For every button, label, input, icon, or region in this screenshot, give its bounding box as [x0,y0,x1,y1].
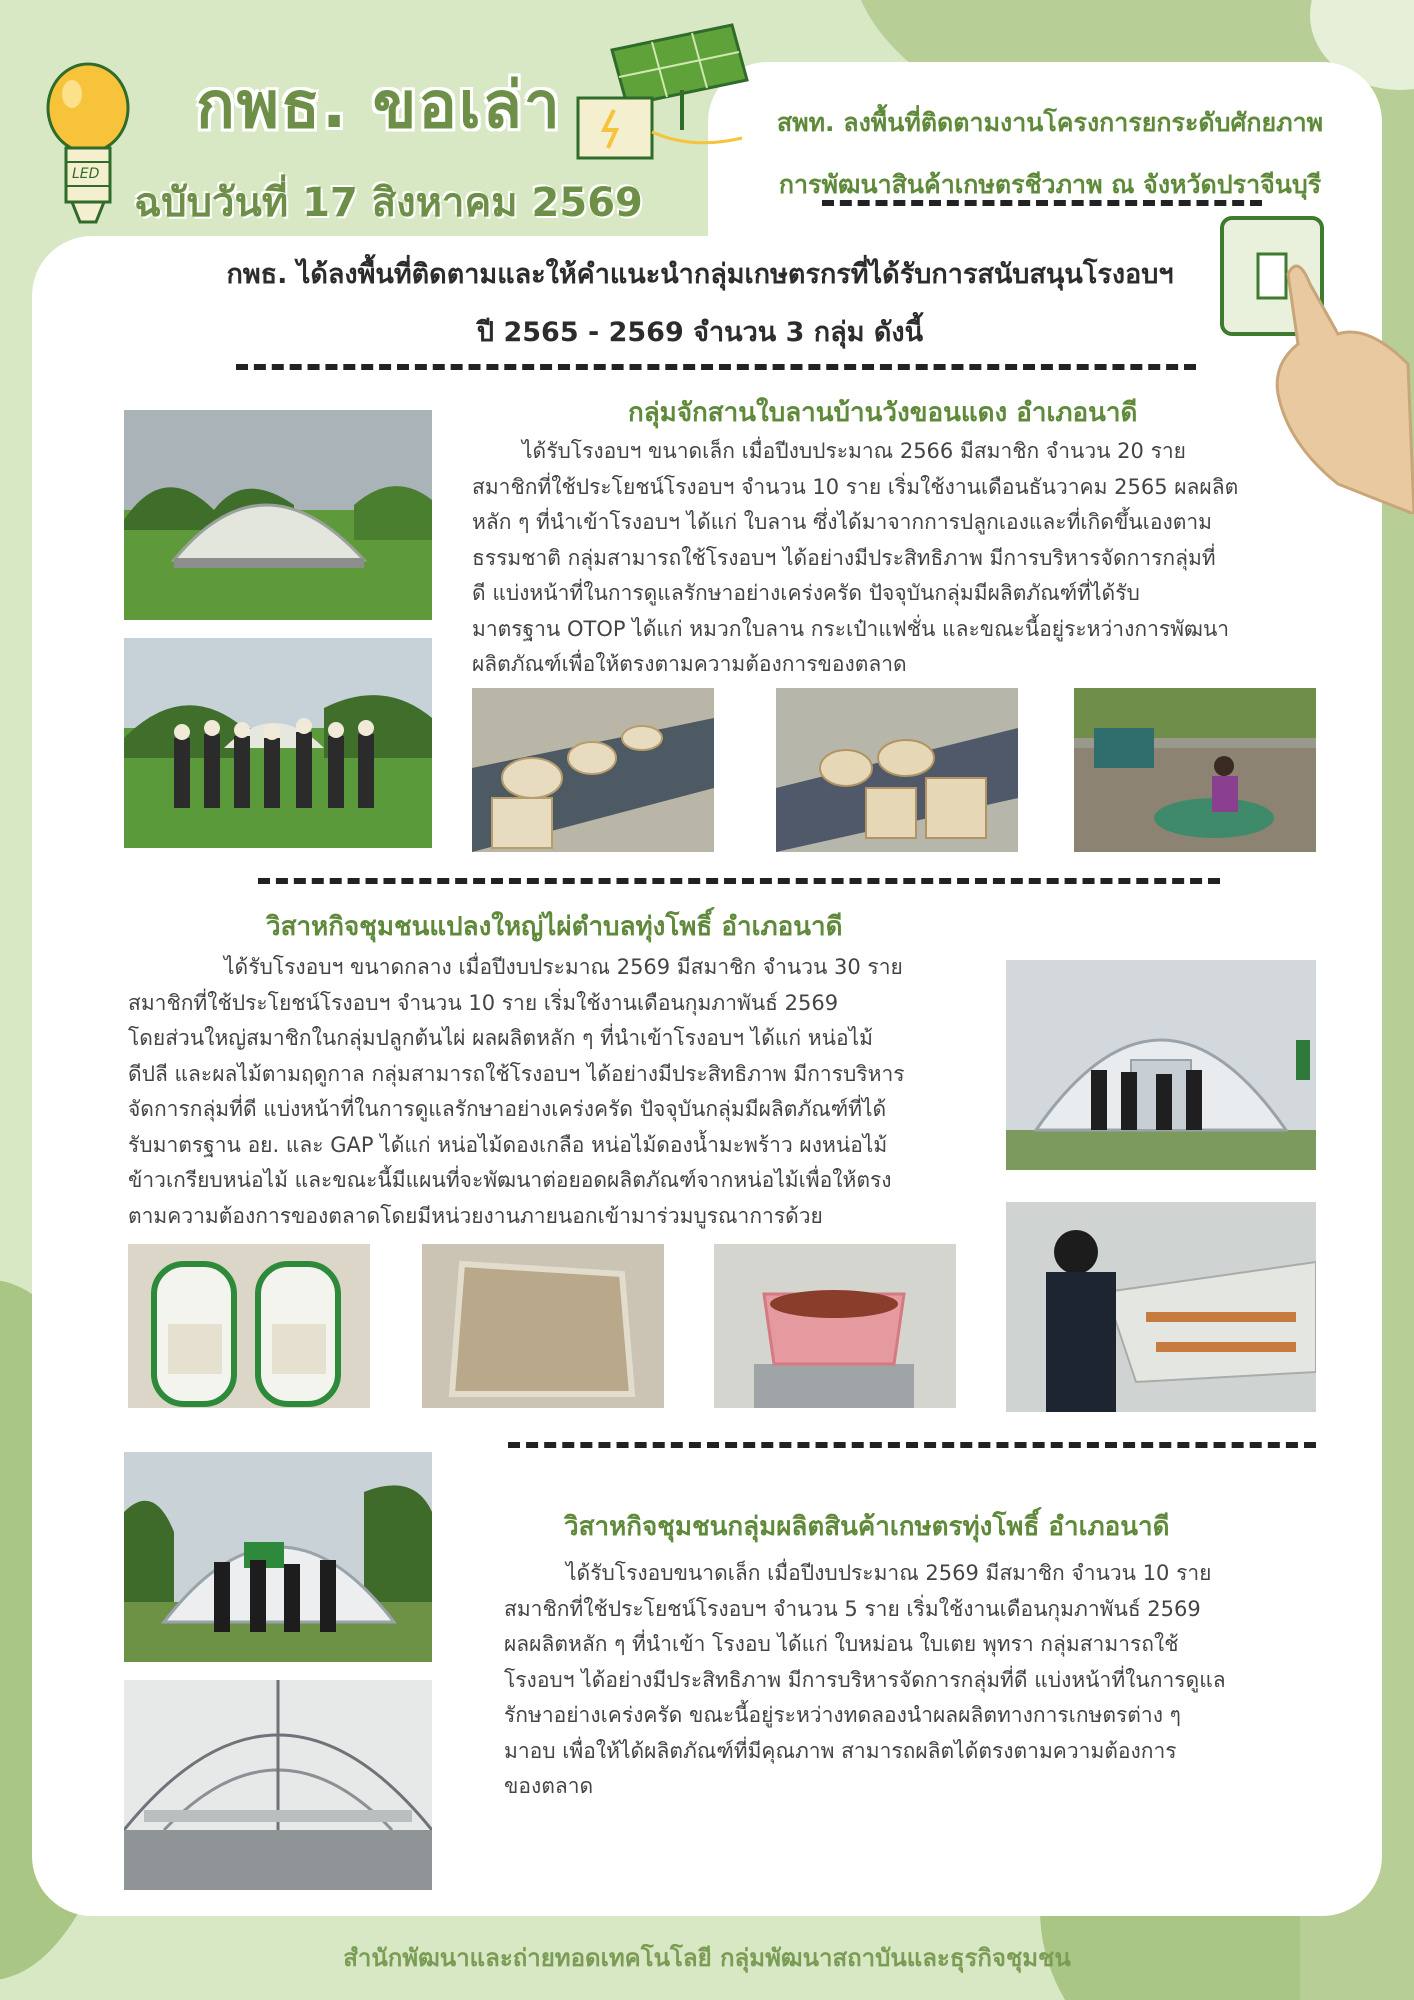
section-3-line: ผลผลิตหลัก ๆ ที่นำเข้า โรงอบ ได้แก่ ใบหม่อน ใบเตย พุทรา กลุ่มสามารถใช้ [504,1632,1179,1656]
section-1-line: ธรรมชาติ กลุ่มสามารถใช้โรงอบฯ ได้อย่างมีประสิทธิภาพ มีการบริหารจัดการกลุ่มที่ [472,545,1216,570]
section-2-line: ดีปลี และผลไม้ตามฤดูกาล กลุ่มสามารถใช้โรงอบฯ ได้อย่างมีประสิทธิภาพ มีการบริหาร [128,1061,905,1086]
intro-text [200,246,1200,362]
issue-date: ฉบับวันที่ 17 สิงหาคม 2569 [134,180,643,226]
section-1-body [472,434,1312,683]
subtitle-line-1: สพท. ลงพื้นที่ติดตามงานโครงการยกระดับศักยภาพ [776,108,1324,137]
section-1-line: สมาชิกที่ใช้ประโยชน์โรงอบฯ จำนวน 10 ราย เริ่มใช้งานเดือนธันวาคม 2565 ผลผลิต [472,474,1239,499]
section-3-title: วิสาหกิจชุมชนกลุ่มผลิตสินค้าเกษตรทุ่งโพธิ์ อำเภอนาดี [564,1512,1170,1542]
led-label: LED [72,166,100,182]
newsletter-title: กพธ. ขอเล่า [196,69,562,143]
lightbulb-icon [42,58,134,228]
intro-line-1: กพธ. ได้ลงพื้นที่ติดตามและให้คำแนะนำกลุ่มเกษตรกรที่ได้รับการสนับสนุนโรงอบฯ [226,259,1174,290]
section-2-divider [508,1442,1316,1448]
photo-basket-produce [714,1244,956,1408]
photo-group-members [124,638,432,848]
section-2-title: วิสาหกิจชุมชนแปลงใหญ่ไผ่ตำบลทุ่งโพธิ์ อำเภอนาดี [266,912,843,942]
section-3-body [504,1556,1324,1805]
section-2-body [128,950,998,1234]
photo-weaving-worker [1074,688,1316,852]
intro-line-2: ปี 2565 - 2569 จำนวน 3 กลุ่ม ดังนี้ [476,317,924,348]
intro-divider [236,364,1196,370]
section-1-line: ดี แบ่งหน้าที่ในการดูแลรักษาอย่างเคร่งครัด ปัจจุบันกลุ่มมีผลิตภัณฑ์ที่ได้รับ [472,581,1140,605]
section-1-line: ได้รับโรงอบฯ ขนาดเล็ก เมื่อปีงบประมาณ 2566 มีสมาชิก จำนวน 20 ราย [522,439,1186,463]
photo-greenhouse-medium [1006,960,1316,1170]
section-3-line: โรงอบฯ ได้อย่างมีประสิทธิภาพ มีการบริหารจัดการกลุ่มที่ดี แบ่งหน้าที่ในการดูแล [504,1667,1226,1692]
photo-greenhouse-small [124,410,432,620]
section-3-line: สมาชิกที่ใช้ประโยชน์โรงอบฯ จำนวน 5 ราย เริ่มใช้งานเดือนกุมภาพันธ์ 2569 [504,1596,1201,1621]
section-2-line: จัดการกลุ่มที่ดี แบ่งหน้าที่ในการดูแลรักษาอย่างเคร่งครัด ปัจจุบันกลุ่มมีผลิตภัณฑ์ที่ได้ [128,1097,887,1121]
photo-baskets-drying-2 [776,688,1018,852]
photo-bamboo-powder [422,1244,664,1408]
section-2-line: ข้าวเกรียบหน่อไม้ และขณะนี้มีแผนที่จะพัฒนาต่อยอดผลิตภัณฑ์จากหน่อไม้เพื่อให้ตรง [128,1168,892,1192]
photo-drying-trays [1006,1202,1316,1412]
section-3-line: รักษาอย่างเคร่งครัด ขณะนี้อยู่ระหว่างทดลองนำผลผลิตทางการเกษตรต่าง ๆ [504,1703,1181,1727]
section-3-line: มาอบ เพื่อให้ได้ผลิตภัณฑ์ที่มีคุณภาพ สามารถผลิตได้ตรงตามความต้องการ [504,1738,1177,1763]
section-2-line: รับมาตรฐาน อย. และ GAP ได้แก่ หน่อไม้ดองเกลือ หน่อไม้ดองน้ำมะพร้าว ผงหน่อไม้ [128,1132,888,1157]
footer-organization: สำนักพัฒนาและถ่ายทอดเทคโนโลยี กลุ่มพัฒนาสถาบันและธุรกิจชุมชน [343,1944,1071,1972]
section-2-line: ได้รับโรงอบฯ ขนาดกลาง เมื่อปีงบประมาณ 2569 มีสมาชิก จำนวน 30 ราย [224,955,903,979]
solar-panel-icon [572,20,752,170]
section-2-line: โดยส่วนใหญ่สมาชิกในกลุ่มปลูกต้นไผ่ ผลผลิตหลัก ๆ ที่นำเข้าโรงอบฯ ได้แก่ หน่อไม้ [128,1026,873,1050]
section-1-line: มาตรฐาน OTOP ได้แก่ หมวกใบลาน กระเป๋าแฟชั่น และขณะนี้อยู่ระหว่างการพัฒนา [472,616,1230,641]
photo-greenhouse-group [124,1452,432,1662]
section-1-divider [258,878,1220,884]
photo-bamboo-shoot-packs [128,1244,370,1408]
section-2-line: ตามความต้องการของตลาดโดยมีหน่วยงานภายนอกเข้ามาร่วมบูรณาการด้วย [128,1203,823,1228]
section-2-line: สมาชิกที่ใช้ประโยชน์โรงอบฯ จำนวน 10 ราย เริ่มใช้งานเดือนกุมภาพันธ์ 2569 [128,990,839,1015]
section-1-title: กลุ่มจักสานใบลานบ้านวังขอนแดง อำเภอนาดี [628,398,1138,428]
photo-baskets-drying-1 [472,688,714,852]
section-1-line: หลัก ๆ ที่นำเข้าโรงอบฯ ได้แก่ ใบลาน ซึ่งได้มาจากการปลูกเองและที่เกิดขึ้นเองตาม [472,510,1212,534]
section-3-line: ของตลาด [504,1774,594,1798]
photo-greenhouse-interior [124,1680,432,1890]
subtitle-line-2: การพัฒนาสินค้าเกษตรชีวภาพ ณ จังหวัดปราจีนบุรี [778,170,1322,199]
header-divider [822,200,1262,206]
section-1-line: ผลิตภัณฑ์เพื่อให้ตรงตามความต้องการของตลาด [472,652,907,676]
header-subtitle [740,92,1360,216]
section-3-line: ได้รับโรงอบขนาดเล็ก เมื่อปีงบประมาณ 2569 มีสมาชิก จำนวน 10 ราย [566,1561,1212,1585]
